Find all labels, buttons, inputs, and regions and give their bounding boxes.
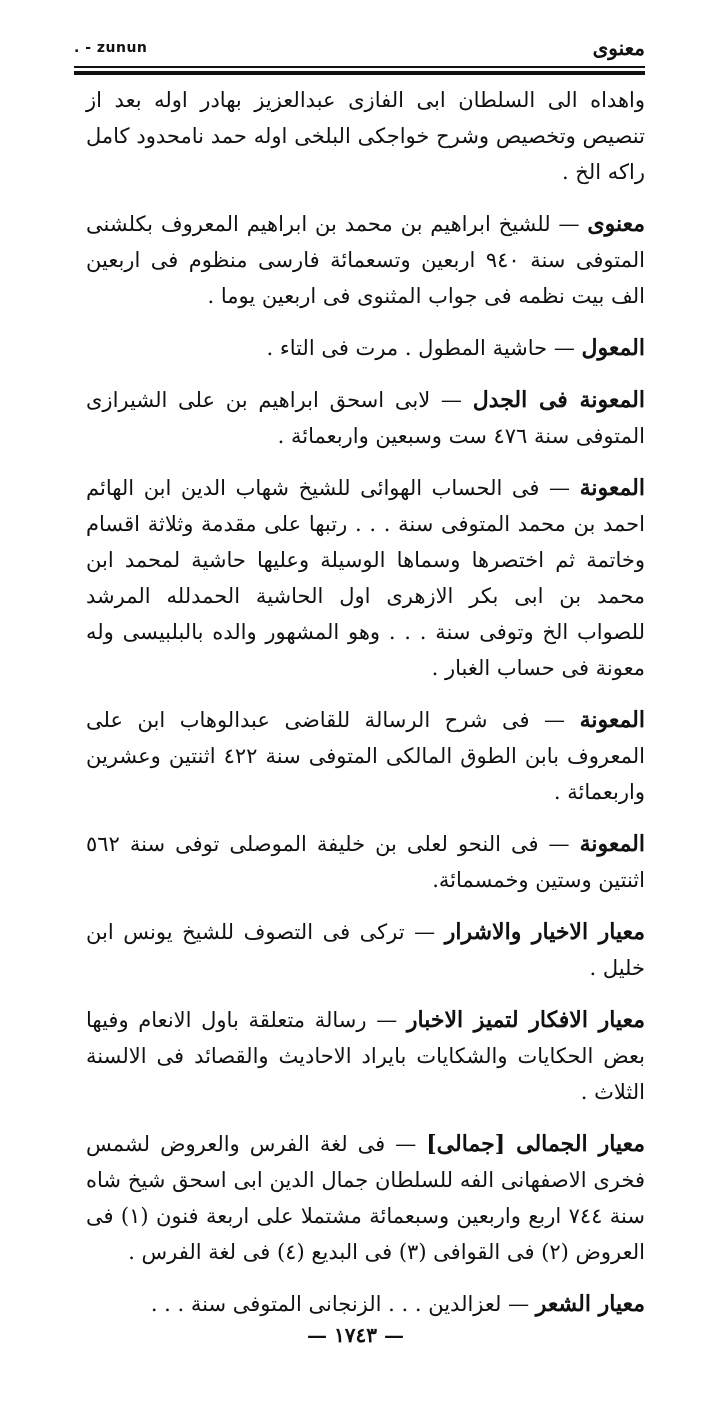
- entry-text: — لابى اسحق ابراهيم بن على الشيرازى المتوفى سنة ٤٧٦ ست وسبعين واربعمائة .: [86, 388, 645, 448]
- entry-heading: معيار الافكار لتميز الاخبار: [406, 1007, 645, 1033]
- entry-miyar-al-shir: [86, 1286, 645, 1322]
- entry-text: — فى الحساب الهوائى للشيخ شهاب الدين ابن الهائم احمد بن محمد المتوفى سنة . . . رتبها على مقدمة وثلاثة اقسام وخاتمة ثم اختصرها وسماها الوسيلة وعليها حاشية لمحمد ابن محمد بن ابى بكر الازهرى اول الحاشية الحمدلله المرشد للصواب الخ وتوفى سنة . . . وهو المشهور والده بالبلبيسى وله معونة فى حساب الغبار .: [86, 476, 645, 680]
- entry-heading: المعونة فى الجدل: [472, 387, 645, 413]
- page-number: — ١٧٤٣ —: [307, 1323, 404, 1347]
- entry-heading: المعول: [581, 335, 645, 361]
- entry-heading: المعونة: [579, 707, 645, 733]
- header-rule-thick: [74, 71, 645, 75]
- entry-continuation: [86, 82, 645, 190]
- entry-text: — رسالة متعلقة باول الانعام وفيها بعض الحكايات والشكايات بايراد الاحاديث والقصائد فى الالسنة الثلاث .: [86, 1008, 645, 1104]
- entry-heading: المعونة: [579, 831, 645, 857]
- entry-miyar-al-jamali: [86, 1126, 645, 1270]
- entries-column: [86, 82, 645, 1338]
- entry-heading: معيار الشعر: [535, 1291, 645, 1317]
- running-header-left: . - zunun: [74, 40, 148, 56]
- entry-heading: معنوى: [587, 211, 645, 237]
- running-header-title: معنوى: [592, 36, 645, 60]
- entry-text: — للشيخ ابراهيم بن محمد بن ابراهيم المعروف بكلشنى المتوفى سنة ٩٤٠ اربعين وتسعمائة فارسى منظوم فى اربعين الف بيت نظمه فى جواب المثنوى فى اربعين يوما .: [86, 212, 645, 308]
- entry-text: — لعزالدين . . . الزنجانى المتوفى سنة . . .: [150, 1292, 536, 1316]
- entry-heading: معيار الجمالى [جمالى]: [426, 1131, 645, 1157]
- entry-al-maunah-jadal: [86, 382, 645, 454]
- entry-miyar-al-akhyar: [86, 914, 645, 986]
- entry-text: — فى شرح الرسالة للقاضى عبدالوهاب ابن على المعروف بابن الطوق المالكى المتوفى سنة ٤٢٢ اثنتين وعشرين واربعمائة .: [86, 708, 645, 804]
- entry-al-maunah-hisab: [86, 470, 645, 686]
- entry-text: — حاشية المطول . مرت فى التاء .: [266, 336, 582, 360]
- entry-al-muawwal: [86, 330, 645, 366]
- entry-al-maunah-risalah: [86, 702, 645, 810]
- header-rule-thin: [74, 66, 645, 68]
- entry-text: واهداه الى السلطان ابى الفازى عبدالعزيز بهادر اوله بعد از تنصيص وتخصيص وشرح خواجكى البلخى اوله حمد نامحدود كامل راكه الخ .: [86, 88, 645, 184]
- entry-heading: معيار الاخيار والاشرار: [444, 919, 645, 945]
- entry-text: — فى النحو لعلى بن خليفة الموصلى توفى سنة ٥٦٢ اثنتين وستين وخمسمائة.: [86, 832, 645, 892]
- entry-miyar-al-afkar: [86, 1002, 645, 1110]
- entry-heading: المعونة: [579, 475, 645, 501]
- entry-al-maunah-nahw: [86, 826, 645, 898]
- entry-manawi: [86, 206, 645, 314]
- entry-text: — تركى فى التصوف للشيخ يونس ابن خليل .: [86, 920, 645, 980]
- entry-text: — فى لغة الفرس والعروض لشمس فخرى الاصفهانى الفه للسلطان جمال الدين ابى اسحق شيخ شاه سنة ٧٤٤ اربع واربعين وسبعمائة مشتملا على اربعة فنون (١) فى العروض (٢) فى القوافى (٣) فى البديع (٤) فى لغة الفرس .: [86, 1132, 645, 1264]
